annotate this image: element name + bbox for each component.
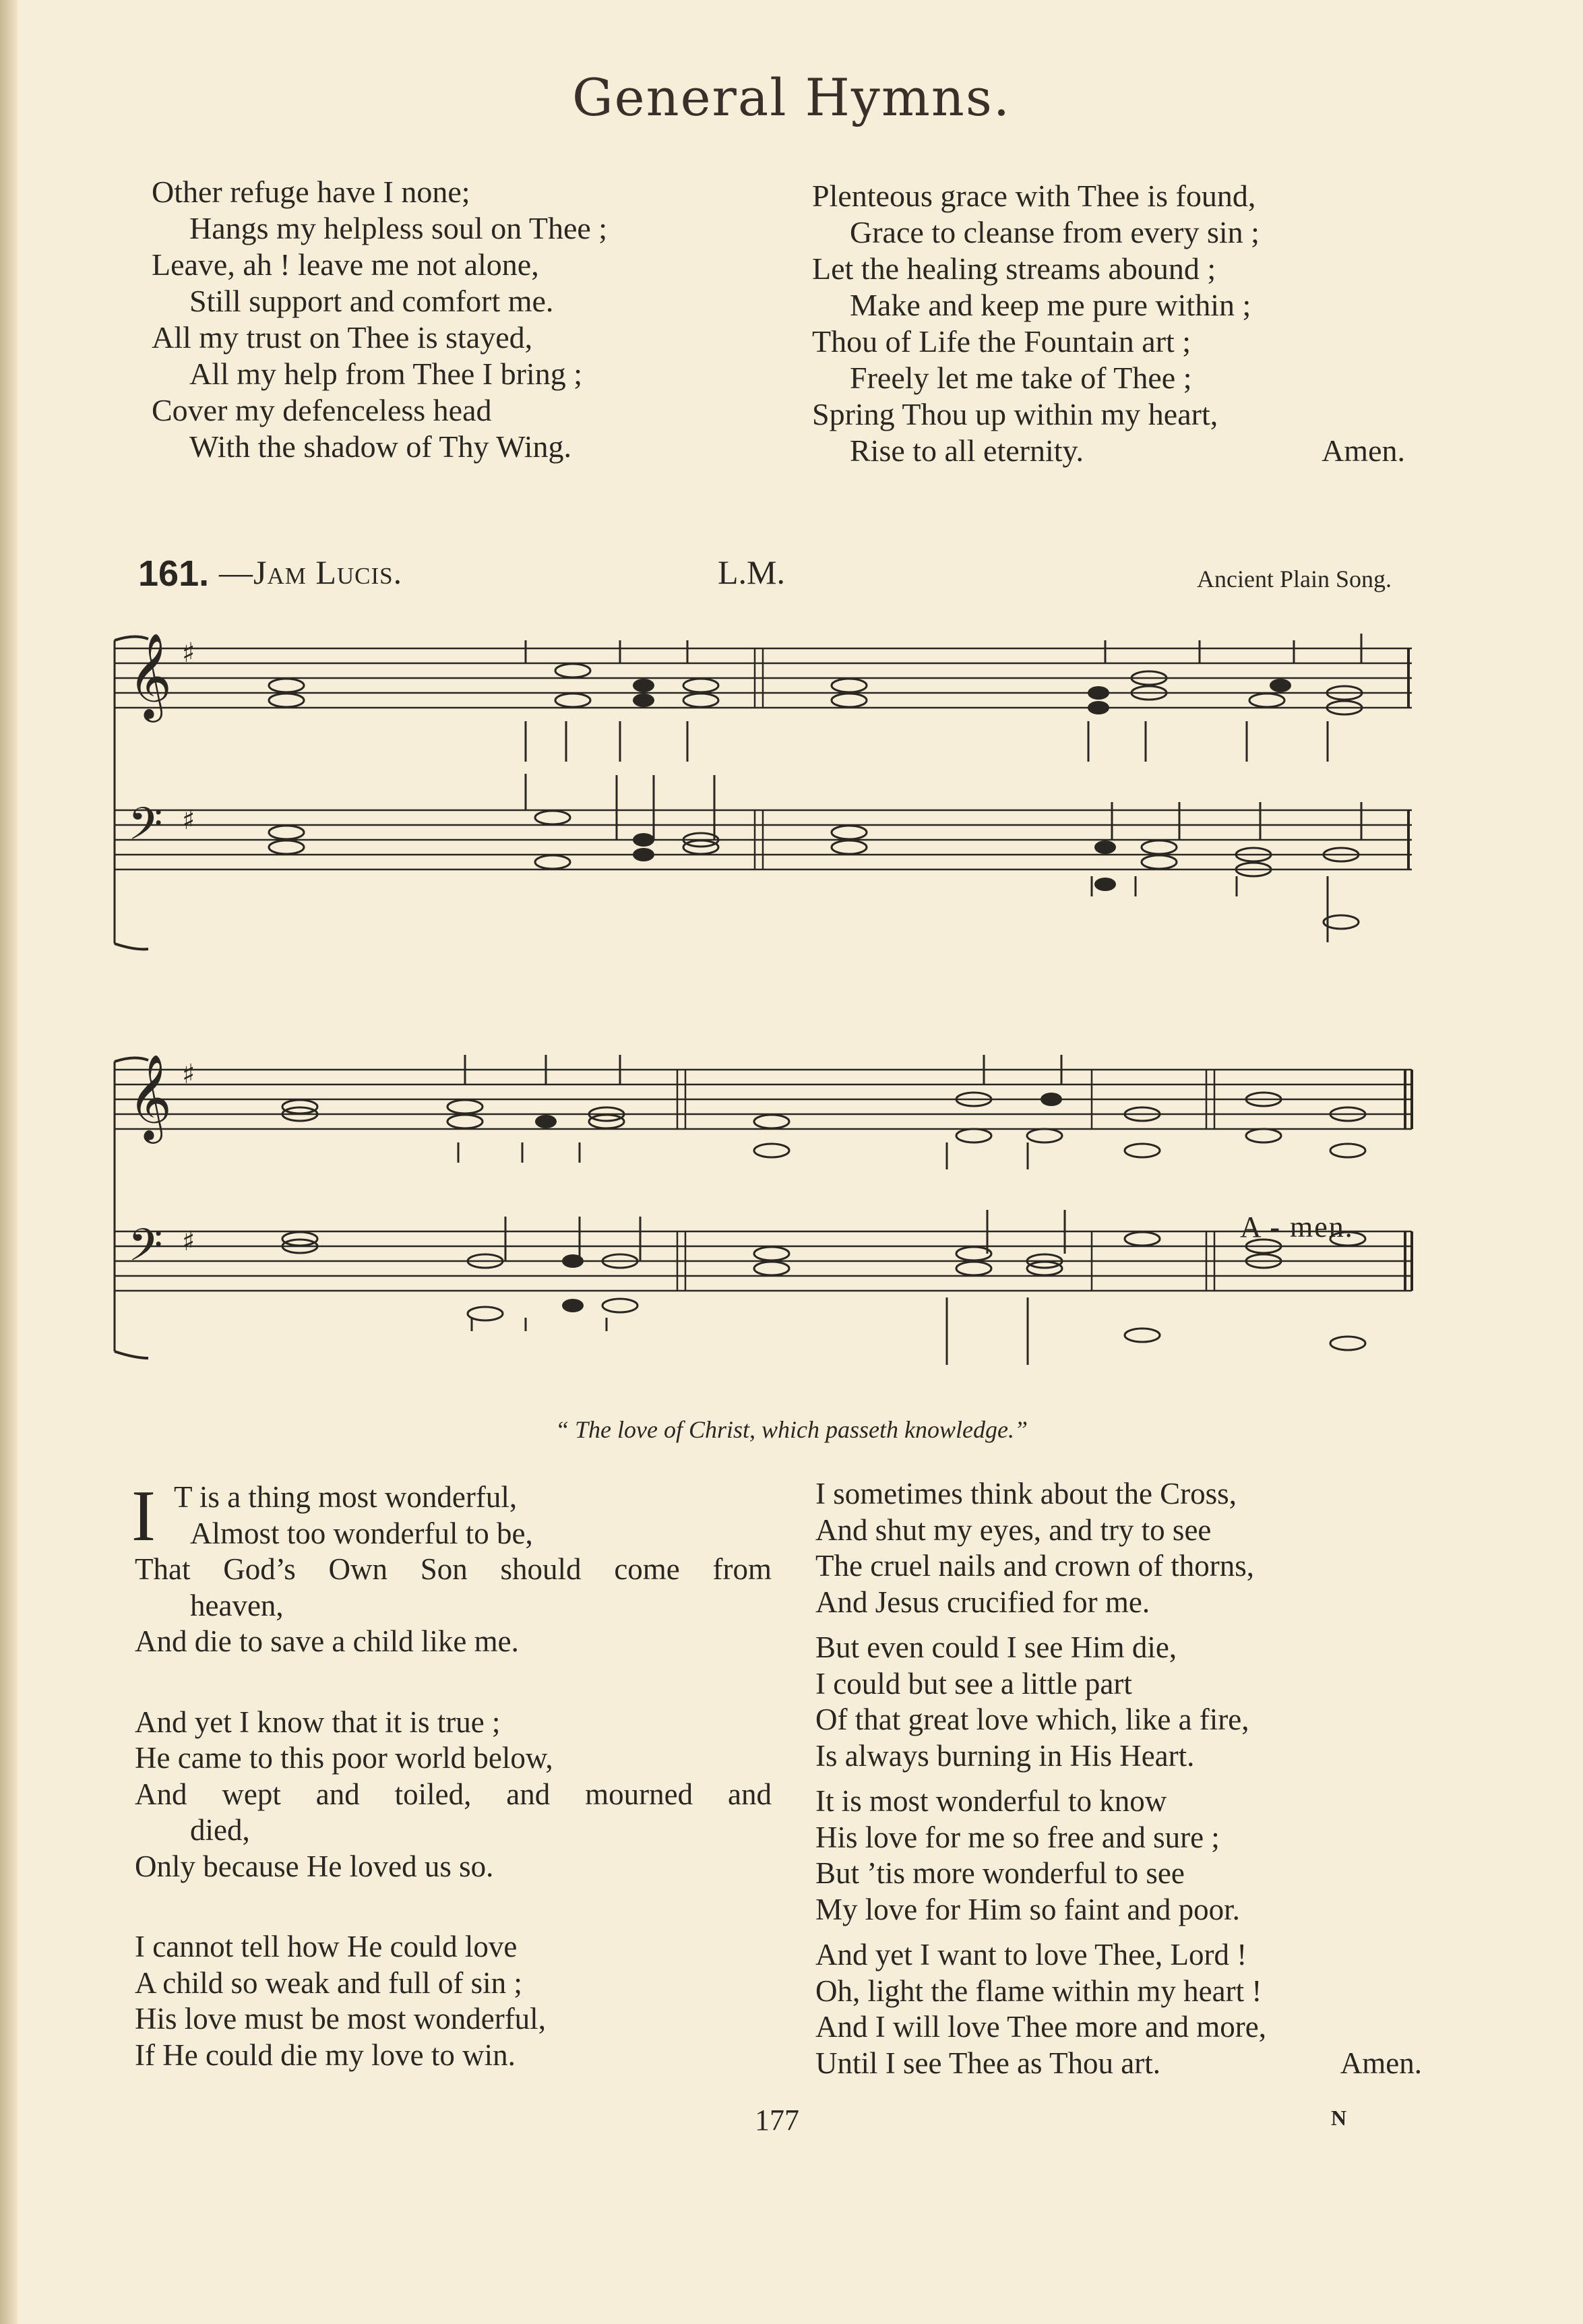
verse-line: Hangs my helpless soul on Thee ; — [189, 211, 608, 245]
verse-line: Let the healing streams abound ; — [812, 251, 1216, 286]
verse-amen: Amen. — [1322, 433, 1405, 468]
verse-line: All my help from Thee I bring ; — [189, 357, 582, 391]
poem-line: And yet I want to love Thee, Lord ! — [815, 1938, 1247, 1971]
poem-line: His love for me so free and sure ; — [815, 1820, 1220, 1854]
verse-line: Still support and comfort me. — [189, 284, 554, 318]
verse-line: Rise to all eternity. Amen. — [850, 433, 1405, 468]
treble-clef-icon: 𝄞 — [128, 632, 173, 718]
signature-mark: N — [1331, 2106, 1347, 2130]
poem-line: And Jesus crucified for me. — [815, 1585, 1150, 1619]
treble-filled-notes — [633, 679, 1291, 714]
poem-line: And wept and toiled, and mourned and — [135, 1777, 772, 1811]
verse-line: Cover my defenceless head — [152, 393, 492, 427]
poem-line: heaven, — [190, 1588, 284, 1622]
poem-line: Only because He loved us so. — [135, 1849, 494, 1883]
poem-line: T is a thing most wonderful, — [174, 1480, 518, 1514]
poem-left-column — [135, 1479, 782, 2073]
poem-line: His love must be most wonderful, — [135, 2002, 546, 2036]
svg-text:♯: ♯ — [182, 1059, 195, 1090]
poem-line: died, — [190, 1813, 250, 1847]
poem-line: Oh, light the flame within my heart ! — [815, 1974, 1262, 2008]
verse-line: Make and keep me pure within ; — [850, 288, 1251, 322]
poem-amen: Amen. — [1340, 2046, 1422, 2080]
tune-name: —Jam Lucis. — [219, 553, 403, 591]
poem-line: The cruel nails and crown of thorns, — [815, 1549, 1255, 1583]
meter: L.M. — [718, 553, 785, 591]
poem-line: And die to save a child like me. — [135, 1624, 519, 1658]
svg-text:♯: ♯ — [182, 805, 195, 836]
poem-line: I sometimes think about the Cross, — [815, 1477, 1237, 1510]
verse-line: Other refuge have I none; — [152, 175, 470, 209]
poem-line: Almost too wonderful to be, — [190, 1516, 533, 1550]
poem-line: If He could die my love to win. — [135, 2038, 516, 2072]
verse-line: Plenteous grace with Thee is found, — [812, 179, 1256, 213]
hymn-number: 161. — [138, 553, 210, 594]
poem-line: My love for Him so faint and poor. — [815, 1892, 1240, 1926]
page-number: 177 — [755, 2104, 799, 2137]
poem-line: But ’tis more wonderful to see — [815, 1856, 1185, 1890]
bass-clef-icon: 𝄢 — [128, 798, 163, 861]
amen-lyric: A - men. — [1240, 1211, 1354, 1244]
poem-right-column — [815, 1476, 1422, 2081]
poem-line: Is always burning in His Heart. — [815, 1738, 1195, 1773]
verse-line: Grace to cleanse from every sin ; — [850, 215, 1260, 249]
poem-line: And yet I know that it is true ; — [135, 1705, 501, 1739]
poem-line: I cannot tell how He could love — [135, 1930, 518, 1963]
poem-line: And shut my eyes, and try to see — [815, 1512, 1212, 1547]
music-system-1 — [108, 620, 1422, 998]
page-header: General Hymns. — [571, 67, 1012, 127]
poem-line: It is most wonderful to know — [815, 1784, 1167, 1818]
note-stems — [526, 634, 1361, 942]
verse-line: With the shadow of Thy Wing. — [189, 429, 571, 464]
top-verse-right — [812, 178, 1405, 469]
bass-clef-icon: 𝄢 — [128, 1219, 163, 1282]
poem-line: But even could I see Him die, — [815, 1630, 1177, 1664]
epigraph: “ The love of Christ, which passeth knowledge.” — [555, 1416, 1028, 1443]
poem-line: I could but see a little part — [815, 1666, 1132, 1701]
bass-filled-notes — [633, 833, 1116, 891]
poem-line: And I will love Thee more and more, — [815, 2010, 1266, 2044]
verse-line: Spring Thou up within my heart, — [812, 397, 1218, 431]
poem-line: That God’s Own Son should come from — [135, 1552, 772, 1586]
svg-text:♯: ♯ — [182, 1226, 195, 1257]
music-system-2 — [108, 1041, 1422, 1405]
poem-line: He came to this poor world below, — [135, 1741, 553, 1775]
top-verse-left — [152, 174, 758, 465]
verse-line: All my trust on Thee is stayed, — [152, 320, 533, 355]
treble-clef-icon: 𝄞 — [128, 1053, 173, 1140]
poem-line: Of that great love which, like a fire, — [815, 1703, 1249, 1736]
verse-line: Leave, ah ! leave me not alone, — [152, 247, 539, 282]
page-edge-shadow — [0, 0, 18, 2324]
poem-line: A child so weak and full of sin ; — [135, 1965, 522, 2000]
verse-line: Thou of Life the Fountain art ; — [812, 324, 1191, 359]
hymn-heading — [138, 553, 1392, 600]
drop-cap: I — [131, 1476, 156, 1556]
poem-line: Until I see Thee as Thou art. Amen. — [815, 2046, 1422, 2082]
composer-credit: Ancient Plain Song. — [1197, 565, 1392, 592]
svg-text:♯: ♯ — [182, 638, 195, 669]
verse-line: Freely let me take of Thee ; — [850, 361, 1192, 395]
